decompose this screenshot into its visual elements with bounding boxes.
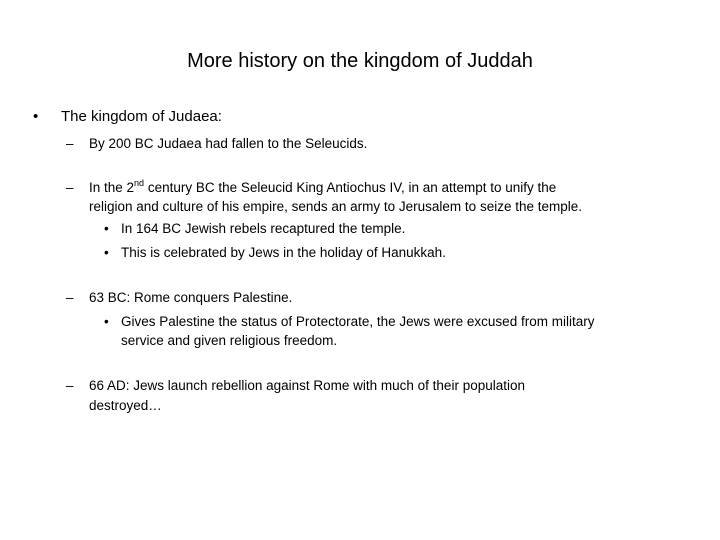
item-antiochus-line1 (89, 178, 556, 198)
item-antiochus-pre: In the 2 (89, 180, 135, 195)
dash-marker: – (66, 378, 74, 393)
subitem-protectorate-line1: Gives Palestine the status of Protectorate, the Jews were excused from military (121, 314, 595, 329)
subitem-recaptured: In 164 BC Jewish rebels recaptured the temple. (121, 221, 406, 236)
item-antiochus-line2: religion and culture of his empire, sends an army to Jerusalem to seize the temple. (89, 199, 582, 214)
item-seleucids: By 200 BC Judaea had fallen to the Seleucids. (89, 136, 368, 151)
bullet-marker: • (33, 108, 39, 125)
sub-bullet-marker: • (104, 245, 109, 260)
ordinal-superscript: nd (134, 178, 145, 188)
sub-bullet-marker: • (104, 314, 109, 329)
dash-marker: – (66, 180, 74, 195)
slide-title: More history on the kingdom of Juddah (187, 50, 533, 72)
item-antiochus-post: century BC the Seleucid King Antiochus IV, in an attempt to unify the (144, 180, 557, 195)
item-rebellion-line1: 66 AD: Jews launch rebellion against Rome with much of their population (89, 378, 525, 393)
dash-marker: – (66, 136, 74, 151)
dash-marker: – (66, 290, 74, 305)
subitem-hanukkah: This is celebrated by Jews in the holiday of Hanukkah. (121, 245, 446, 260)
sub-bullet-marker: • (104, 221, 109, 236)
item-rome-conquers: 63 BC: Rome conquers Palestine. (89, 290, 293, 305)
item-rebellion-line2: destroyed… (89, 398, 162, 413)
main-point: The kingdom of Judaea: (61, 108, 222, 125)
subitem-protectorate-line2: service and given religious freedom. (121, 333, 338, 348)
